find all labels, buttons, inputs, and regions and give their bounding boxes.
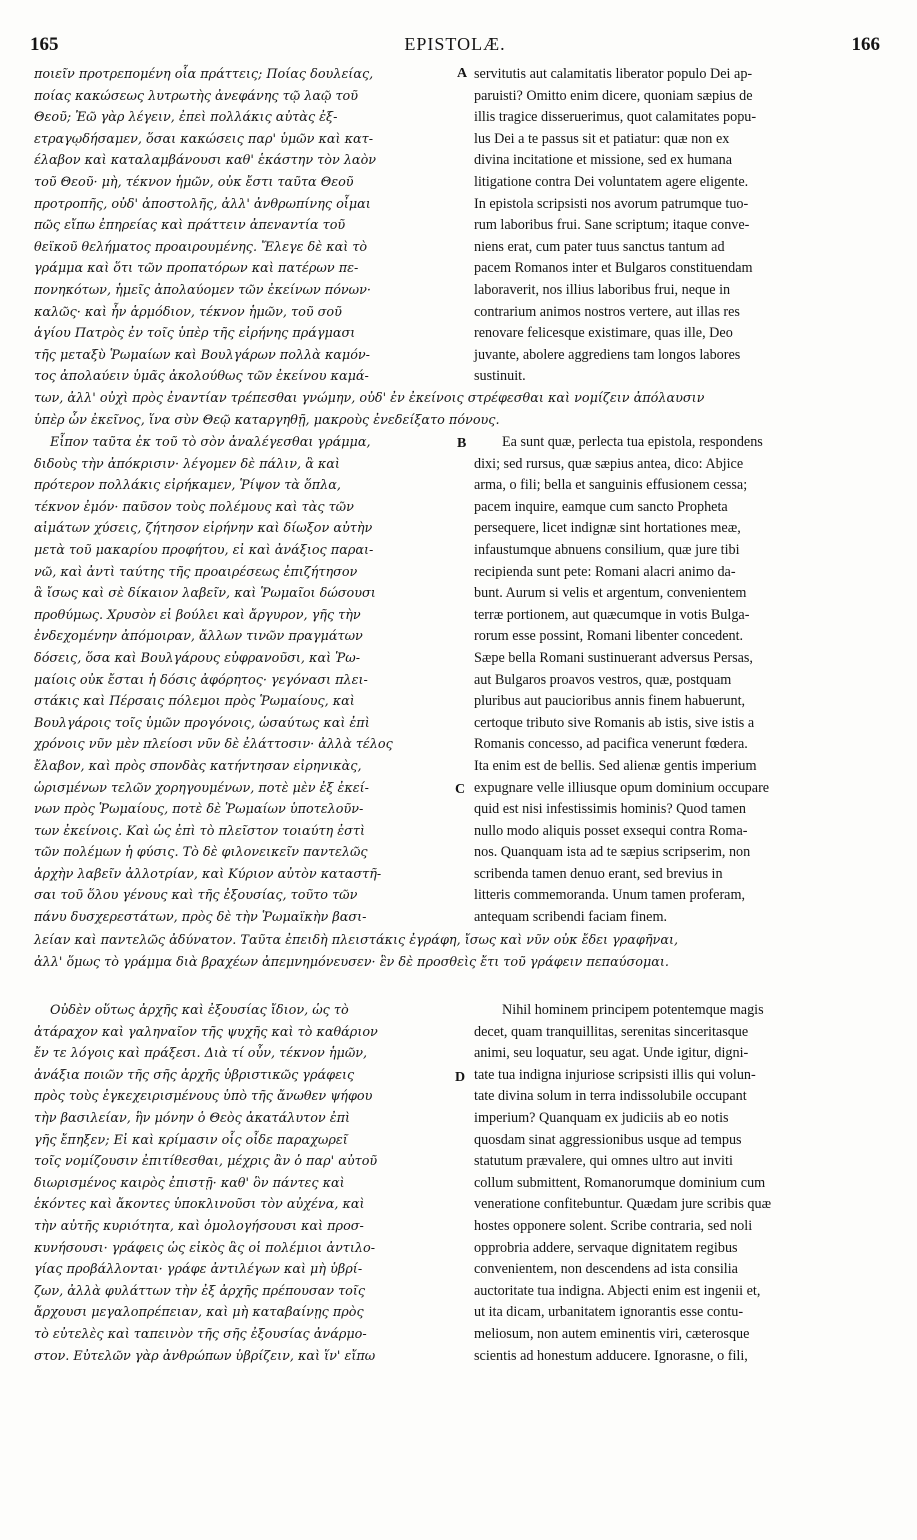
greek-line: Θεοῦ; Ἐῶ γὰρ λέγειν, ἐπεὶ πολλάκις αὐτὰς ἐξ- <box>34 110 338 126</box>
greek-line: μετὰ τοῦ μακαρίου προφήτου, εἰ καὶ ἀνάξιος παραι- <box>34 542 374 558</box>
greek-line: τὴν βασιλείαν, ἣν μόνην ὁ Θεὸς ἀκατάλυτον ἐπὶ <box>34 1110 351 1126</box>
latin-line: lus Dei a te passus sit et patiatur: quæ non ex <box>474 130 730 147</box>
greek-line: ἐνδεχομένην ἀπόμοιραν, ἄλλων τινῶν πραγμάτων <box>34 629 363 645</box>
latin-line: scribenda tamen denuo erant, sed brevius in <box>474 865 723 882</box>
latin-line: infaustumque abnuens consilium, quæ jure tibi <box>474 541 740 558</box>
greek-line: γῆς ἔπηξεν; Εἰ καὶ κρίμασιν οἷς οἶδε παραχωρεῖ <box>34 1132 348 1148</box>
latin-line: tate divina solum in terra indissolubile occupant <box>474 1088 747 1105</box>
latin-line: ut ita dicam, urbanitatem ignorantis esse contu- <box>474 1304 744 1321</box>
running-title: EPISTOLÆ. <box>404 34 506 54</box>
latin-line: hostes opponere solent. Scribe contraria, sed noli <box>474 1217 753 1234</box>
greek-line: στάκις καὶ Πέρσαις πόλεμοι πρὸς Ῥωμαίους, καὶ <box>34 694 355 710</box>
greek-line: θεϊκοῦ θελήματος προαιρουμένης. Ἔλεγε δὲ καὶ τὸ <box>34 239 368 255</box>
greek-line: τῆς μεταξὺ Ῥωμαίων καὶ Βουλγάρων πολλὰ καμόν- <box>34 347 370 363</box>
greek-line: των ἐκείνοις. Καὶ ὡς ἐπὶ τὸ πλεῖστον τοιαύτη ἐστὶ <box>34 823 365 839</box>
greek-line: ἃ ἴσως καὶ σὲ δίκαιον λαβεῖν, καὶ Ῥωμαῖοι δώσουσι <box>34 586 376 602</box>
latin-line: laboraverit, nos illius laboribus frui, neque in <box>474 281 731 298</box>
greek-line: γίας προβάλλονται· γράφε ἀντιλέγων καὶ μὴ ὑβρί- <box>34 1262 363 1278</box>
greek-line: ἀλλ' ὅμως τὸ γράμμα διὰ βραχέων ἀπεμνημόνευσεν· ἓν δὲ προσθεὶς ἔτι τοῦ γράφειν πεπαύσομαι. <box>34 954 670 970</box>
latin-line: Sæpe bella Romani sustinuerant adversus Persas, <box>474 649 753 666</box>
section-marker-b: B <box>457 436 467 451</box>
section-marker-d: D <box>455 1070 466 1085</box>
greek-line: πρότερον πολλάκις εἰρήκαμεν, Ῥίψον τὰ ὅπλα, <box>34 478 341 494</box>
latin-line: antequam scribendi faciam finem. <box>474 909 668 926</box>
greek-line: πάνυ δυσχερεστάτων, πρὸς δὲ τὴν Ῥωμαϊκὴν βασι- <box>34 910 367 926</box>
latin-line: contrarium animos nostros vertere, aut illas res <box>474 303 740 320</box>
latin-line: rum laboribus frui. Sane scriptum; itaque conve- <box>474 217 750 234</box>
greek-line: ἄρχουσι μεγαλοπρέπειαν, καὶ μὴ καταβαίνῃς πρὸς <box>34 1305 364 1321</box>
latin-line: quid est nisi infestissimis hominis? Quod tamen <box>474 801 746 818</box>
greek-line: σαι τοῦ ὅλου γένους καὶ τῆς ἐξουσίας, τοῦτο τῶν <box>34 888 358 904</box>
latin-line: pacem Romanos inter et Bulgaros constituendam <box>474 260 753 277</box>
latin-line: Ita enim est de bellis. Sed alienæ gentis imperium <box>474 757 757 774</box>
latin-line: statutum prævalere, qui omnes ultro aut inviti <box>474 1153 733 1170</box>
latin-column-3 <box>474 1000 884 1367</box>
greek-line: ὑπὲρ ὧν ἐκεῖνος, ἵνα σὺν Θεῷ καταργηθῇ, μακροὺς ἐνεδείξατο πόνους. <box>34 412 500 428</box>
greek-line: ποίας κακώσεως λυτρωτὴς ἀνεφάνης τῷ λαῷ τοῦ <box>34 88 359 104</box>
latin-line: expugnare velle illiusque opum dominium occupare <box>474 779 770 796</box>
latin-line: dixi; sed rursus, quæ sæpius antea, dico: Abjice <box>474 455 744 472</box>
latin-line: illis tragice disseruerimus, quot calamitates popu- <box>474 109 757 126</box>
greek-line: προθύμως. Χρυσὸν εἰ βούλει καὶ ἄργυρον, γῆς τὴν <box>34 607 361 623</box>
greek-line: ἀρχὴν λαβεῖν ἀλλοτρίαν, καὶ Κύριον αὐτὸν καταστῆ- <box>34 866 382 882</box>
greek-line: προτροπῆς, οὐδ' ἀποστολῆς, ἀλλ' ἀνθρωπίνης οἶμαι <box>34 196 371 212</box>
latin-line: paruisti? Omitto enim dicere, quoniam sæpius de <box>474 87 753 104</box>
greek-line: ἁγίου Πατρὸς ἐν τοῖς ὑπὲρ τῆς εἰρήνης πράγμασι <box>34 326 356 342</box>
latin-line: aut Bulgaros proavos vestros, quæ, postquam <box>474 671 732 688</box>
greek-line: καλῶς· καὶ ἦν ἁρμόδιον, τέκνον ἡμῶν, τοῦ σοῦ <box>34 304 342 320</box>
greek-line: κυνήσουσι· γράφεις ὡς εἰκὸς ἃς οἱ πολέμιοι ἀντιλο- <box>34 1240 376 1256</box>
greek-line: τὸ εὐτελὲς καὶ ταπεινὸν τῆς σῆς ἐξουσίας ἀνάρμο- <box>34 1326 367 1342</box>
greek-line: ὡρισμένων τελῶν χορηγουμένων, ποτὲ μὲν ἐξ ἐκεί- <box>34 780 369 796</box>
greek-line: διωρισμένος καιρὸς ἐπιστῇ· καθ' ὃν πάντες καὶ <box>34 1175 345 1191</box>
latin-line: convenientem, non descendens ad ista consilia <box>474 1261 738 1278</box>
latin-line: Nihil hominem principem potentemque magis <box>502 1002 764 1018</box>
latin-line: nos. Quanquam ista ad te sæpius scripserim, non <box>474 844 751 861</box>
greek-line: ἑκόντες καὶ ἄκοντες ὑποκλινοῦσι τὸν αὐχένα, καὶ <box>34 1197 365 1213</box>
greek-line: ἀτάραχον καὶ γαληναῖον τῆς ψυχῆς καὶ τὸ καθάριον <box>34 1024 378 1040</box>
greek-line: Εἶπον ταῦτα ἐκ τοῦ τὸ σὸν ἀναλέγεσθαι γράμμα, <box>50 435 371 450</box>
greek-line: των, ἀλλ' οὐχὶ πρὸς ἐναντίαν τρέπεσθαι γνώμην, οὐδ' ἐν ἐκείνοις στρέφεσθαι καὶ νομίζειν ἀπόλαυσιν <box>34 391 705 406</box>
greek-column-2 <box>34 432 459 929</box>
latin-line: Romanis concesso, ad pacifica venerunt fœdera. <box>474 736 748 753</box>
page-number-left: 165 <box>30 34 59 55</box>
greek-full-width-1 <box>34 388 884 431</box>
latin-line: sustinuit. <box>474 368 526 385</box>
greek-line: νων πρὸς Ῥωμαίους, ποτὲ δὲ Ῥωμαίων ὑποτελοῦν- <box>34 802 364 818</box>
latin-line: pacem inquire, eamque cum sancto Propheta <box>474 498 728 515</box>
latin-line: certoque tributo sive Romanis ab istis, sive istis a <box>474 714 755 731</box>
latin-line: arma, o fili; bella et sanguinis effusionem cessa; <box>474 477 748 494</box>
latin-line: litteris commemoranda. Unum tamen proferam, <box>474 887 746 904</box>
page-number-right: 166 <box>851 34 880 55</box>
latin-line: pluribus aut paucioribus annis finem habuerunt, <box>474 693 746 710</box>
greek-line: ποιεῖν προτρεπομένη οἷα πράττεις; Ποίας δουλείας, <box>34 67 374 82</box>
latin-line: collum submittent, Romanorumque dominium cum <box>474 1174 766 1191</box>
latin-column-2 <box>474 432 884 929</box>
greek-line: αἱμάτων χύσεις, ζήτησον εἰρήνην καὶ δίωξον αὐτὴν <box>34 521 373 537</box>
latin-line: veneratione confitebuntur. Quædam jure scribis quæ <box>474 1196 772 1213</box>
latin-line: decet, quam tranquillitas, serenitas sinceritasque <box>474 1023 749 1040</box>
greek-line: ἔν τε λόγοις καὶ πράξεσι. Διὰ τί οὖν, τέκνον ἡμῶν, <box>34 1046 368 1062</box>
greek-line: ζων, ἀλλὰ φυλάττων τὴν ἐξ ἀρχῆς πρέπουσαν τοῖς <box>34 1283 366 1299</box>
greek-line: τῶν πολέμων ἡ φύσις. Τὸ δὲ φιλονεικεῖν παντελῶς <box>34 845 368 861</box>
greek-line: πρὸς τοὺς ἐγκεχειρισμένους ὑπὸ τῆς ἄνωθεν ψήφου <box>34 1089 373 1105</box>
greek-line: πῶς εἴπω ἐπηρείας καὶ πράττειν ἀπεναντία τοῦ <box>34 218 346 234</box>
latin-line: imperium? Quanquam ex judiciis ab eo notis <box>474 1109 729 1126</box>
section-marker-a: A <box>457 66 468 81</box>
latin-line: opprobria addere, servaque dignitatem regibus <box>474 1239 738 1256</box>
latin-line: terræ portionem, aut quæcumque in votis Bulga- <box>474 606 750 623</box>
greek-line: ετραγῳδήσαμεν, ὅσαι κακώσεις παρ' ὑμῶν καὶ κατ- <box>34 131 374 147</box>
greek-line: τοῦ Θεοῦ· μὴ, τέκνον ἡμῶν, οὐκ ἔστι ταῦτα Θεοῦ <box>34 174 354 190</box>
latin-line: quosdam sinat aggressionibus usque ad tempus <box>474 1131 742 1148</box>
greek-column-3 <box>34 1000 459 1367</box>
greek-line: ἀνάξια ποιῶν τῆς σῆς ἀρχῆς ὑβριστικῶς γράφεις <box>34 1067 355 1083</box>
latin-line: juvante, abolere aggrediens tam longos labores <box>474 346 741 363</box>
latin-line: nullo modo aliquis posset exsequi contra Roma- <box>474 822 748 839</box>
greek-line: δόσεις, ὅσα καὶ Βουλγάρους εὐφρανοῦσι, καὶ Ῥω- <box>34 650 361 666</box>
latin-line: bunt. Aurum si velis et argentum, convenientem <box>474 585 747 602</box>
greek-line: Βουλγάροις τοῖς ὑμῶν προγόνοις, ὡσαύτως καὶ ἐπὶ <box>34 715 370 731</box>
latin-line: renovare felicesque existimare, quas ille, Deo <box>474 325 733 342</box>
greek-line: πονηκότων, ἡμεῖς ἀπολαύομεν τῶν ἐκείνων πόνων· <box>34 282 371 298</box>
latin-line: In epistola scripsisti nos avorum patrumque tuo- <box>474 195 749 212</box>
section-marker-c: C <box>455 782 466 797</box>
latin-line: divina incitatione et missione, sed ex humana <box>474 152 733 169</box>
greek-line: έλαβον καὶ καταλαμβάνουσι καθ' ἑκάστην τὸν λαὸν <box>34 153 377 169</box>
latin-column-1 <box>474 64 884 388</box>
latin-line: niens erat, cum pater tuus sanctus tantum ad <box>474 238 725 255</box>
page-header <box>30 34 880 60</box>
greek-line: λείαν καὶ παντελῶς ἀδύνατον. Ταῦτα ἐπειδὴ πλειστάκις ἐγράφη, ἴσως καὶ νῦν οὐκ ἔδει γραφῆναι, <box>34 933 679 948</box>
greek-line: τὴν αὐτῆς κυριότητα, καὶ ὁμολογήσουσι καὶ προσ- <box>34 1218 364 1234</box>
greek-column-1 <box>34 64 459 388</box>
greek-line: τέκνον ἐμόν· παῦσον τοὺς πολέμους καὶ τὰς τῶν <box>34 499 354 515</box>
greek-full-width-2 <box>34 930 884 973</box>
latin-line: meliosum, non autem eminentis viri, cæterosque <box>474 1325 750 1342</box>
latin-line: Ea sunt quæ, perlecta tua epistola, respondens <box>502 434 763 450</box>
latin-line: recipienda sunt pete: Romani alacri animo da- <box>474 563 736 580</box>
greek-line: Οὐδὲν οὕτως ἀρχῆς καὶ ἐξουσίας ἴδιον, ὡς τὸ <box>50 1003 349 1018</box>
greek-line: διδοὺς τὴν ἀπόκρισιν· λέγομεν δὲ πάλιν, ἃ καὶ <box>34 456 340 472</box>
latin-line: persequere, licet indignæ sint hortationes meæ, <box>474 520 741 537</box>
latin-line: scientis ad honestum adducere. Ignorasne, o fili, <box>474 1347 748 1364</box>
latin-line: rorum esse possint, Romani libenter concedent. <box>474 628 744 645</box>
latin-line: auctoritate tua indigna. Abjecti enim est ingenii et, <box>474 1282 761 1299</box>
latin-line: animi, seu loquatur, seu agat. Unde igitur, digni- <box>474 1045 749 1062</box>
latin-line: servitutis aut calamitatis liberator populo Dei ap- <box>474 66 753 82</box>
greek-line: στον. Εὐτελῶν γὰρ ἀνθρώπων ὑβρίζειν, καὶ ἵν' εἴπω <box>34 1348 376 1364</box>
greek-line: γράμμα καὶ ὅτι τῶν προπατόρων καὶ πατέρων πε- <box>34 261 359 277</box>
greek-line: ἔλαβον, καὶ πρὸς σπονδὰς κατήντησαν εἰρηνικὰς, <box>34 758 362 774</box>
greek-line: νῶ, καὶ ἀντὶ ταύτης τῆς προαιρέσεως ἐπιζήτησον <box>34 564 358 580</box>
latin-line: litigatione contra Dei voluntatem agere eligente. <box>474 173 749 190</box>
greek-line: τος ἀπολαύειν ὑμᾶς ἀκολούθως τῶν ἐκείνου καμά- <box>34 369 369 385</box>
greek-line: μαίοις οὐκ ἔσται ἡ δόσις ἀφόρητος· γεγόνασι πλει- <box>34 672 368 688</box>
greek-line: χρόνοις νῦν μὲν πλείοσι νῦν δὲ ἐλάττοσιν· ἀλλὰ τέλος <box>34 737 393 753</box>
latin-line: tate tua indigna injuriose scripsisti illis qui volun- <box>474 1066 756 1083</box>
greek-line: τοῖς νομίζουσιν ἐπιτίθεσθαι, μέχρις ἂν ὁ παρ' αὐτοῦ <box>34 1154 378 1170</box>
